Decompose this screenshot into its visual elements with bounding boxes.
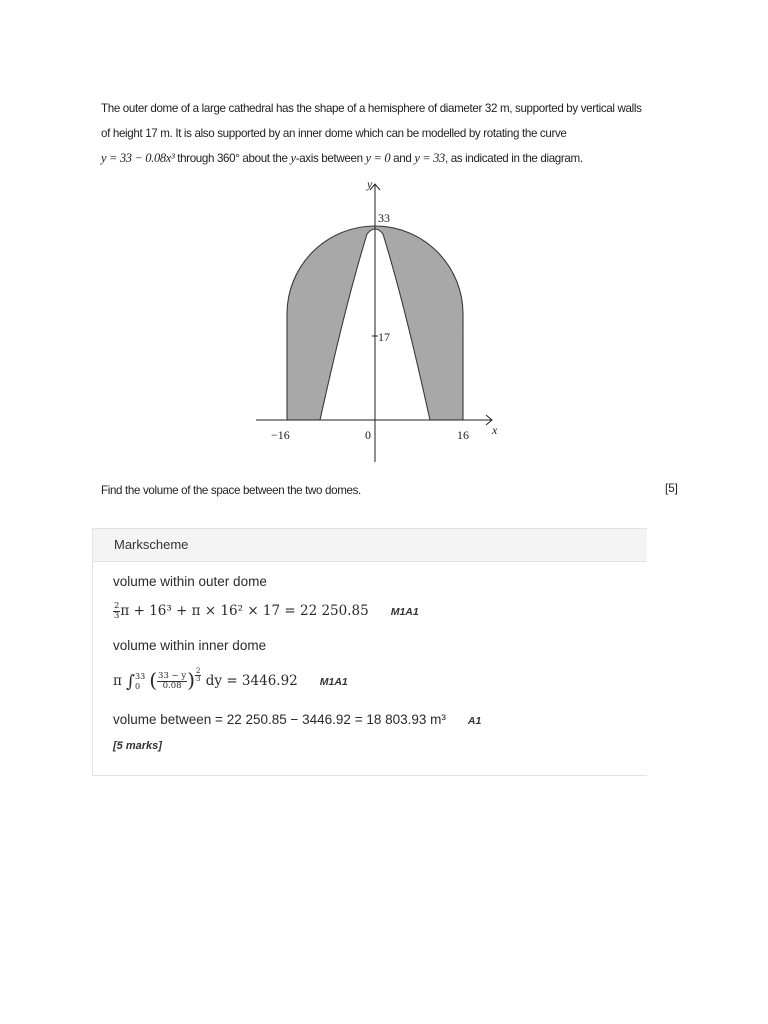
integral-sign: ∫ (126, 672, 136, 692)
question-text (101, 96, 681, 171)
markscheme-body (93, 562, 647, 752)
label-0: 0 (365, 428, 371, 442)
question-axis-name: y (290, 151, 296, 165)
question-line-3-text-d: , as indicated in the diagram. (444, 152, 583, 165)
dome-diagram (250, 176, 510, 468)
inner-mark-code: M1A1 (319, 676, 348, 688)
integral-upper: 33 (135, 671, 146, 681)
inner-volume-label: volume within inner dome (113, 638, 267, 653)
outer-volume-label: volume within outer dome (113, 574, 267, 589)
inner-pi: π (113, 673, 122, 689)
integral-limits (135, 672, 145, 692)
question-line-3-text-b: -axis between (295, 152, 366, 165)
integral-lower: 0 (135, 681, 141, 691)
find-instruction: Find the volume of the space between the two domes. (101, 484, 361, 497)
inner-volume-calc (113, 668, 348, 702)
label-neg16: −16 (271, 428, 290, 442)
curve-equation: y = 33 − 0.08x³ (101, 151, 175, 165)
between-volume (113, 712, 481, 727)
inner-fraction-num: 33 − y (158, 671, 187, 681)
inner-fraction (157, 672, 187, 691)
label-17: 17 (378, 330, 390, 344)
outer-calc-text: π + 16³ + π × 16² × 17 = 22 250.85 (120, 603, 369, 619)
inner-fraction-den: 0.08 (162, 681, 182, 691)
question-line-2: of height 17 m. It is also supported by an inner dome which can be modelled by rotating the curve (101, 127, 567, 140)
inner-result: dy = 3446.92 (205, 673, 298, 689)
markscheme-panel (92, 528, 647, 776)
inner-exponent-den: 3 (196, 675, 201, 683)
total-marks: [5 marks] (113, 740, 162, 752)
y-axis-label: y (367, 177, 373, 191)
inner-exponent (195, 668, 201, 683)
label-16: 16 (457, 428, 469, 442)
inner-exponent-num: 2 (196, 667, 201, 675)
question-line-3-text-c: and (390, 152, 415, 165)
between-mark-code: A1 (467, 715, 482, 727)
question-line-1: The outer dome of a large cathedral has the shape of a hemisphere of diameter 32 m, supported by vertical walls (101, 102, 642, 115)
outer-mark-code: M1A1 (390, 606, 419, 618)
label-33: 33 (378, 211, 390, 225)
between-calc: volume between = 22 250.85 − 3446.92 = 18 803.93 m³ (113, 712, 446, 727)
paren-open: ( (149, 668, 158, 692)
question-lower-bound: y = 0 (365, 151, 391, 165)
markscheme-header[interactable]: Markscheme (93, 529, 647, 562)
outer-volume-calc (113, 602, 419, 621)
question-upper-bound: y = 33 (414, 151, 445, 165)
paren-close: ) (187, 668, 195, 692)
question-marks: [5] (665, 482, 678, 495)
x-axis-label: x (492, 423, 498, 437)
outer-fraction-den: 3 (114, 611, 120, 621)
outer-fraction-num: 2 (114, 601, 120, 611)
question-line-3-text-a: through 360° about the (174, 152, 291, 165)
question-line-3 (101, 146, 681, 171)
